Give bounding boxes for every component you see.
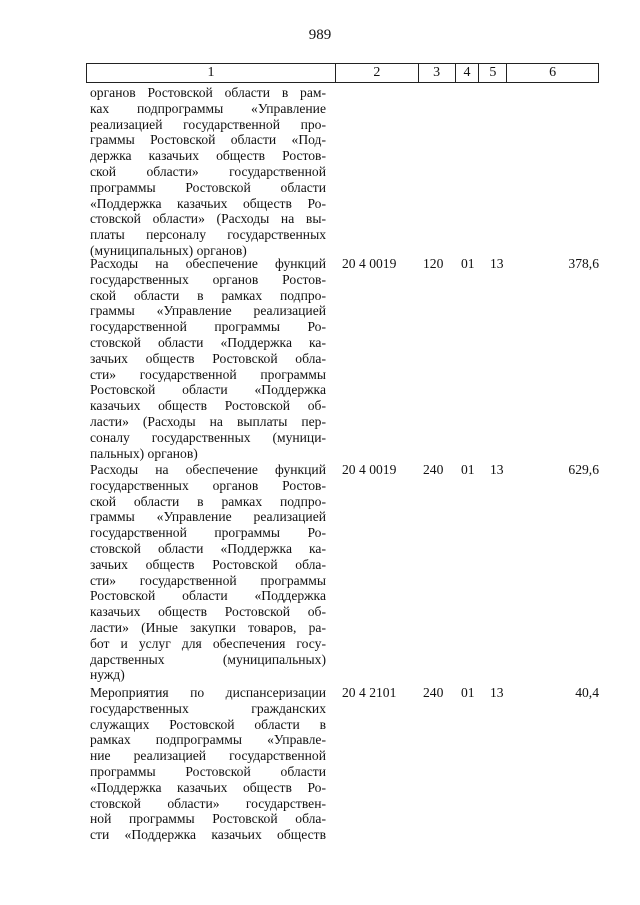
desc-line: рамках подпрограммы «Управле- [90,732,326,748]
section-code: 01 [461,685,475,700]
desc-line: пальных) органов) [90,445,198,461]
header-col-6: 6 [549,65,557,80]
desc-line: Мероприятия по диспансеризации [90,685,326,700]
amount: 40,4 [575,685,599,700]
desc-line: граммы Ростовской области «Под- [90,132,326,148]
desc-line: государственной программы Ро- [90,319,326,335]
desc-line: зачьих обществ Ростовской обла- [90,350,326,366]
desc-line: ской области в рамках подпро- [90,493,326,509]
desc-line: стовской области «Поддержка ка- [90,540,326,556]
desc-line: сти» государственной программы [90,572,326,588]
amount: 629,6 [568,462,599,477]
row-description [90,462,326,683]
desc-line: «Поддержка казачьих обществ Ро- [90,779,326,795]
expense-type: 240 [423,462,444,477]
desc-line: государственных органов Ростов- [90,477,326,493]
header-col-2: 2 [336,64,419,82]
row-description [90,256,326,461]
subsection-code: 13 [490,685,504,700]
desc-line: программы Ростовской области [90,763,326,779]
desc-line: государственных гражданских [90,700,326,716]
desc-line: дарственных (муниципальных) [90,651,326,667]
desc-line: ках подпрограммы «Управление [90,100,326,116]
header-col-1: 1 [87,64,336,82]
row-description [90,685,326,843]
desc-line: казачьих обществ Ростовской об- [90,604,326,620]
table-header [86,63,599,83]
desc-line: ской области в рамках подпро- [90,287,326,303]
desc-line: граммы «Управление реализацией [90,509,326,525]
desc-line: Расходы на обеспечение функций [90,256,326,271]
expense-type: 120 [423,256,444,271]
desc-line: органов Ростовской области в рам- [90,85,326,100]
desc-line: ние реализацией государственной [90,748,326,764]
target-code: 20 4 0019 [342,256,397,271]
desc-line: ласти» (Иные закупки товаров, ра- [90,619,326,635]
desc-line: программы Ростовской области [90,179,326,195]
desc-line: сти» государственной программы [90,366,326,382]
desc-line: держка казачьих обществ Ростов- [90,148,326,164]
desc-line: зачьих обществ Ростовской обла- [90,556,326,572]
desc-line: государственных органов Ростов- [90,271,326,287]
page-number: 989 [308,27,332,43]
desc-line: (муниципальных) органов) [90,242,247,258]
desc-line: государственной программы Ро- [90,525,326,541]
desc-line: стовской области» государствен- [90,795,326,811]
subsection-code: 13 [490,256,504,271]
desc-line: сти «Поддержка казачьих обществ [90,827,326,843]
header-col-4: 4 [456,64,480,82]
desc-line: реализацией государственной про- [90,116,326,132]
desc-line: служащих Ростовской области в [90,716,326,732]
target-code: 20 4 0019 [342,462,397,477]
section-code: 01 [461,462,475,477]
desc-line: стовской области «Поддержка ка- [90,334,326,350]
desc-line: «Поддержка казачьих обществ Ро- [90,195,326,211]
desc-line: Ростовской области «Поддержка [90,382,326,398]
desc-line: стовской области» (Расходы на вы- [90,211,326,227]
desc-line: ской области» государственной [90,163,326,179]
desc-line: казачьих обществ Ростовской об- [90,398,326,414]
desc-line: Ростовской области «Поддержка [90,588,326,604]
section-code: 01 [461,256,475,271]
desc-line: ласти» (Расходы на выплаты пер- [90,413,326,429]
desc-line: ной программы Ростовской обла- [90,811,326,827]
amount: 378,6 [568,256,599,271]
desc-line: платы персоналу государственных [90,227,326,243]
desc-line: граммы «Управление реализацией [90,303,326,319]
header-col-5: 5 [479,64,507,82]
row-description [90,85,326,259]
subsection-code: 13 [490,462,504,477]
desc-line: бот и услуг для обеспечения госу- [90,635,326,651]
desc-line: нужд) [90,667,125,683]
target-code: 20 4 2101 [342,685,397,700]
desc-line: соналу государственных (муници- [90,429,326,445]
header-col-3: 3 [419,64,456,82]
desc-line: Расходы на обеспечение функций [90,462,326,477]
expense-type: 240 [423,685,444,700]
